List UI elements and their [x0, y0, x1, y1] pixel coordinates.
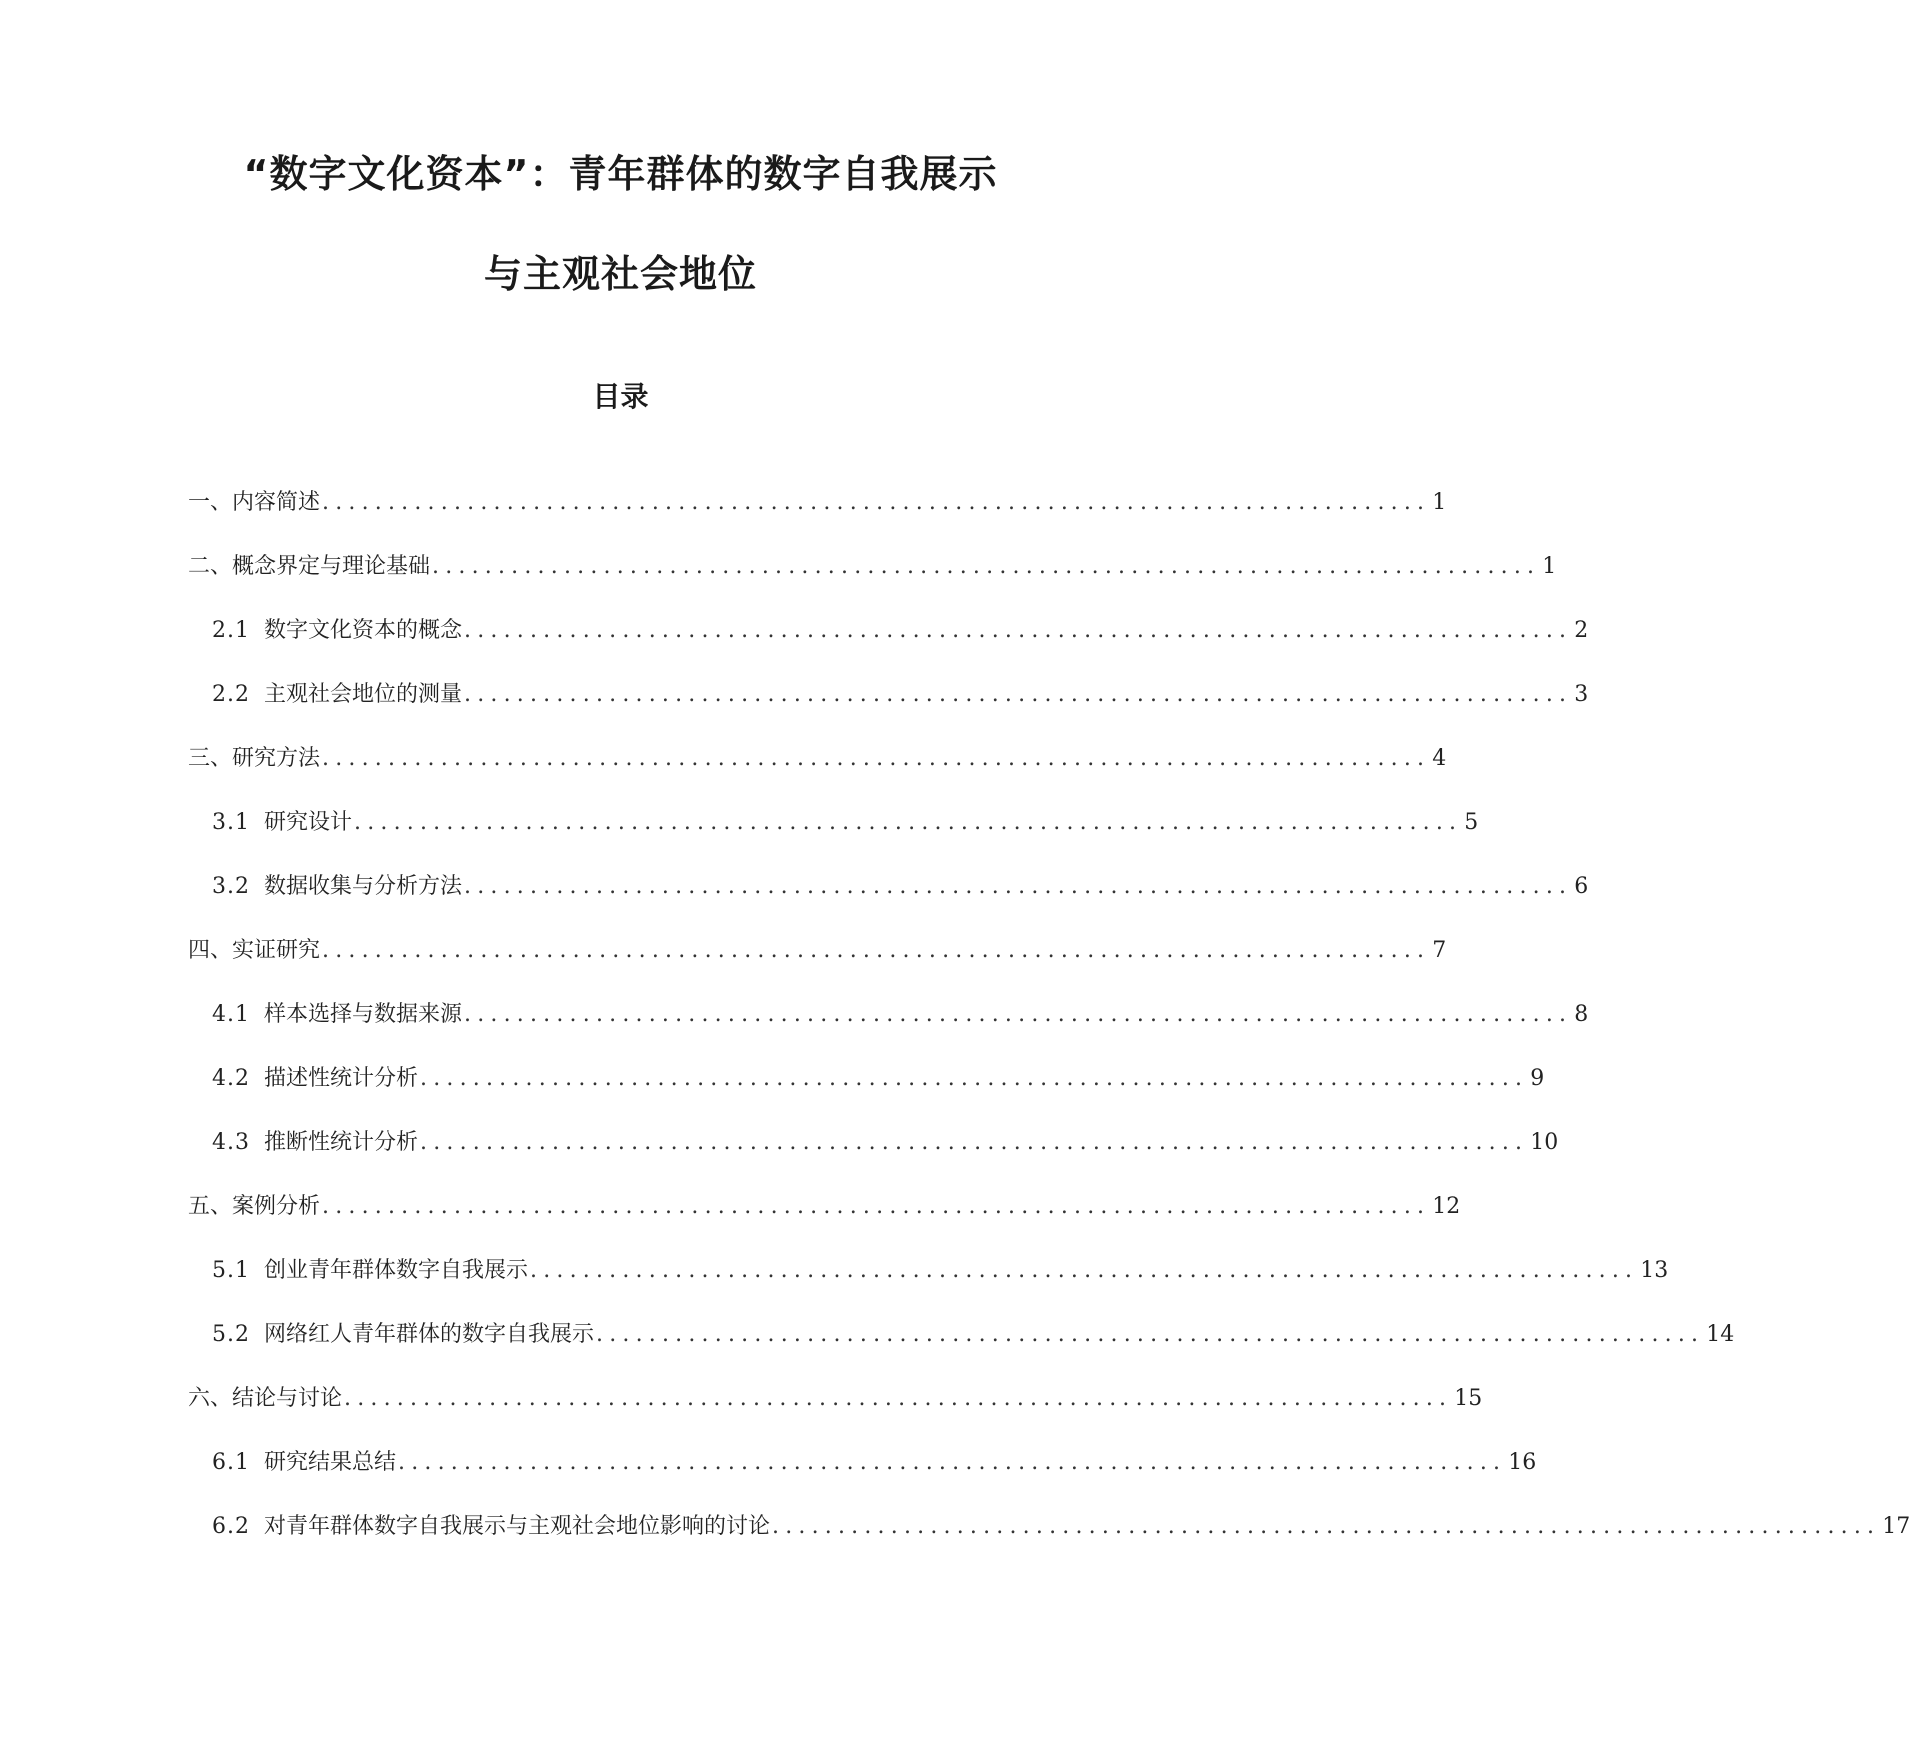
toc-dot-leader: ....................................................................................: [322, 938, 1431, 963]
toc-dot-leader: ....................................................................................: [432, 554, 1541, 579]
toc-entry[interactable]: [188, 1192, 1461, 1222]
toc-dot-leader: ....................................................................................: [464, 682, 1573, 707]
toc-page-number: 4: [1432, 746, 1447, 771]
toc-dot-leader: ....................................................................................: [596, 1322, 1705, 1347]
toc-entry[interactable]: [212, 1448, 1537, 1478]
toc-page-number: 14: [1706, 1322, 1735, 1347]
toc-entry-number: 4.3: [212, 1130, 250, 1155]
toc-entry[interactable]: [212, 1256, 1669, 1286]
toc-entry-number: 4.1: [212, 1002, 250, 1027]
document-title-line-1: “数字文化资本”：青年群体的数字自我展示: [243, 152, 998, 196]
toc-page-number: 10: [1530, 1130, 1559, 1155]
toc-entry-title: 对青年群体数字自我展示与主观社会地位影响的讨论: [264, 1514, 771, 1539]
toc-heading: 目录: [592, 380, 649, 413]
toc-entry-number: 2.2: [212, 682, 250, 707]
toc-dot-leader: ....................................................................................: [322, 746, 1431, 771]
toc-entry-title: 网络红人青年群体的数字自我展示: [264, 1322, 595, 1347]
document-title-line-2: 与主观社会地位: [483, 252, 757, 296]
toc-page-number: 1: [1432, 490, 1447, 515]
toc-entry-title: 研究设计: [264, 810, 353, 835]
toc-page-number: 2: [1574, 618, 1589, 643]
toc-page-number: 16: [1508, 1450, 1537, 1475]
toc-dot-leader: ....................................................................................: [464, 874, 1573, 899]
toc-dot-leader: ....................................................................................: [398, 1450, 1507, 1475]
toc-entry[interactable]: [212, 872, 1589, 902]
toc-page-number: 1: [1542, 554, 1557, 579]
toc-entry-number: 6.2: [212, 1514, 250, 1539]
toc-entry[interactable]: [188, 744, 1447, 774]
toc-entry[interactable]: [188, 552, 1557, 582]
toc-entry-title: 一、内容简述: [188, 490, 321, 515]
toc-page-number: 8: [1574, 1002, 1589, 1027]
toc-entry-number: 5.2: [212, 1322, 250, 1347]
toc-entry-number: 2.1: [212, 618, 250, 643]
toc-entry[interactable]: [188, 488, 1447, 518]
toc-entry-number: 3.2: [212, 874, 250, 899]
toc-entry[interactable]: [212, 808, 1479, 838]
toc-entry-number: 4.2: [212, 1066, 250, 1091]
toc-dot-leader: ....................................................................................: [464, 1002, 1573, 1027]
toc-dot-leader: ....................................................................................: [464, 618, 1573, 643]
toc-entry[interactable]: [188, 1384, 1483, 1414]
toc-page-number: 9: [1530, 1066, 1545, 1091]
toc-page-number: 5: [1464, 810, 1479, 835]
toc-entry[interactable]: [212, 1512, 1910, 1542]
toc-page-number: 7: [1432, 938, 1447, 963]
toc-entry[interactable]: [212, 1128, 1559, 1158]
toc-entry-title: 数据收集与分析方法: [264, 874, 463, 899]
toc-page-number: 3: [1574, 682, 1589, 707]
toc-entry-title: 创业青年群体数字自我展示: [264, 1258, 529, 1283]
toc-page-number: 13: [1640, 1258, 1669, 1283]
toc-entry-title: 四、实证研究: [188, 938, 321, 963]
toc-dot-leader: ....................................................................................: [420, 1130, 1529, 1155]
toc-entry-title: 六、结论与讨论: [188, 1386, 343, 1411]
toc-dot-leader: ....................................................................................: [344, 1386, 1453, 1411]
toc-entry-title: 样本选择与数据来源: [264, 1002, 463, 1027]
toc-entry[interactable]: [212, 1320, 1735, 1350]
toc-dot-leader: ....................................................................................: [354, 810, 1463, 835]
toc-entry-title: 主观社会地位的测量: [264, 682, 463, 707]
toc-entry-number: 3.1: [212, 810, 250, 835]
toc-entry-title: 二、概念界定与理论基础: [188, 554, 431, 579]
toc-dot-leader: ....................................................................................: [530, 1258, 1639, 1283]
toc-entry[interactable]: [212, 680, 1589, 710]
toc-entry[interactable]: [212, 1000, 1589, 1030]
toc-entry-title: 五、案例分析: [188, 1194, 321, 1219]
toc-entry-title: 研究结果总结: [264, 1450, 397, 1475]
toc-page-number: 15: [1454, 1386, 1483, 1411]
toc-entry-title: 描述性统计分析: [264, 1066, 419, 1091]
toc-entry-title: 数字文化资本的概念: [264, 618, 463, 643]
toc-entry-number: 5.1: [212, 1258, 250, 1283]
toc-dot-leader: ....................................................................................: [420, 1066, 1529, 1091]
toc-dot-leader: ....................................................................................: [322, 1194, 1431, 1219]
toc-entry-title: 推断性统计分析: [264, 1130, 419, 1155]
toc-page-number: 6: [1574, 874, 1589, 899]
toc-entry-number: 6.1: [212, 1450, 250, 1475]
toc-entry[interactable]: [212, 616, 1589, 646]
toc-dot-leader: ....................................................................................: [772, 1514, 1881, 1539]
toc-page-number: 12: [1432, 1194, 1461, 1219]
toc-page-number: 17: [1882, 1514, 1910, 1539]
toc-entry-title: 三、研究方法: [188, 746, 321, 771]
toc-entry[interactable]: [188, 936, 1447, 966]
toc-entry[interactable]: [212, 1064, 1545, 1094]
toc-dot-leader: ....................................................................................: [322, 490, 1431, 515]
